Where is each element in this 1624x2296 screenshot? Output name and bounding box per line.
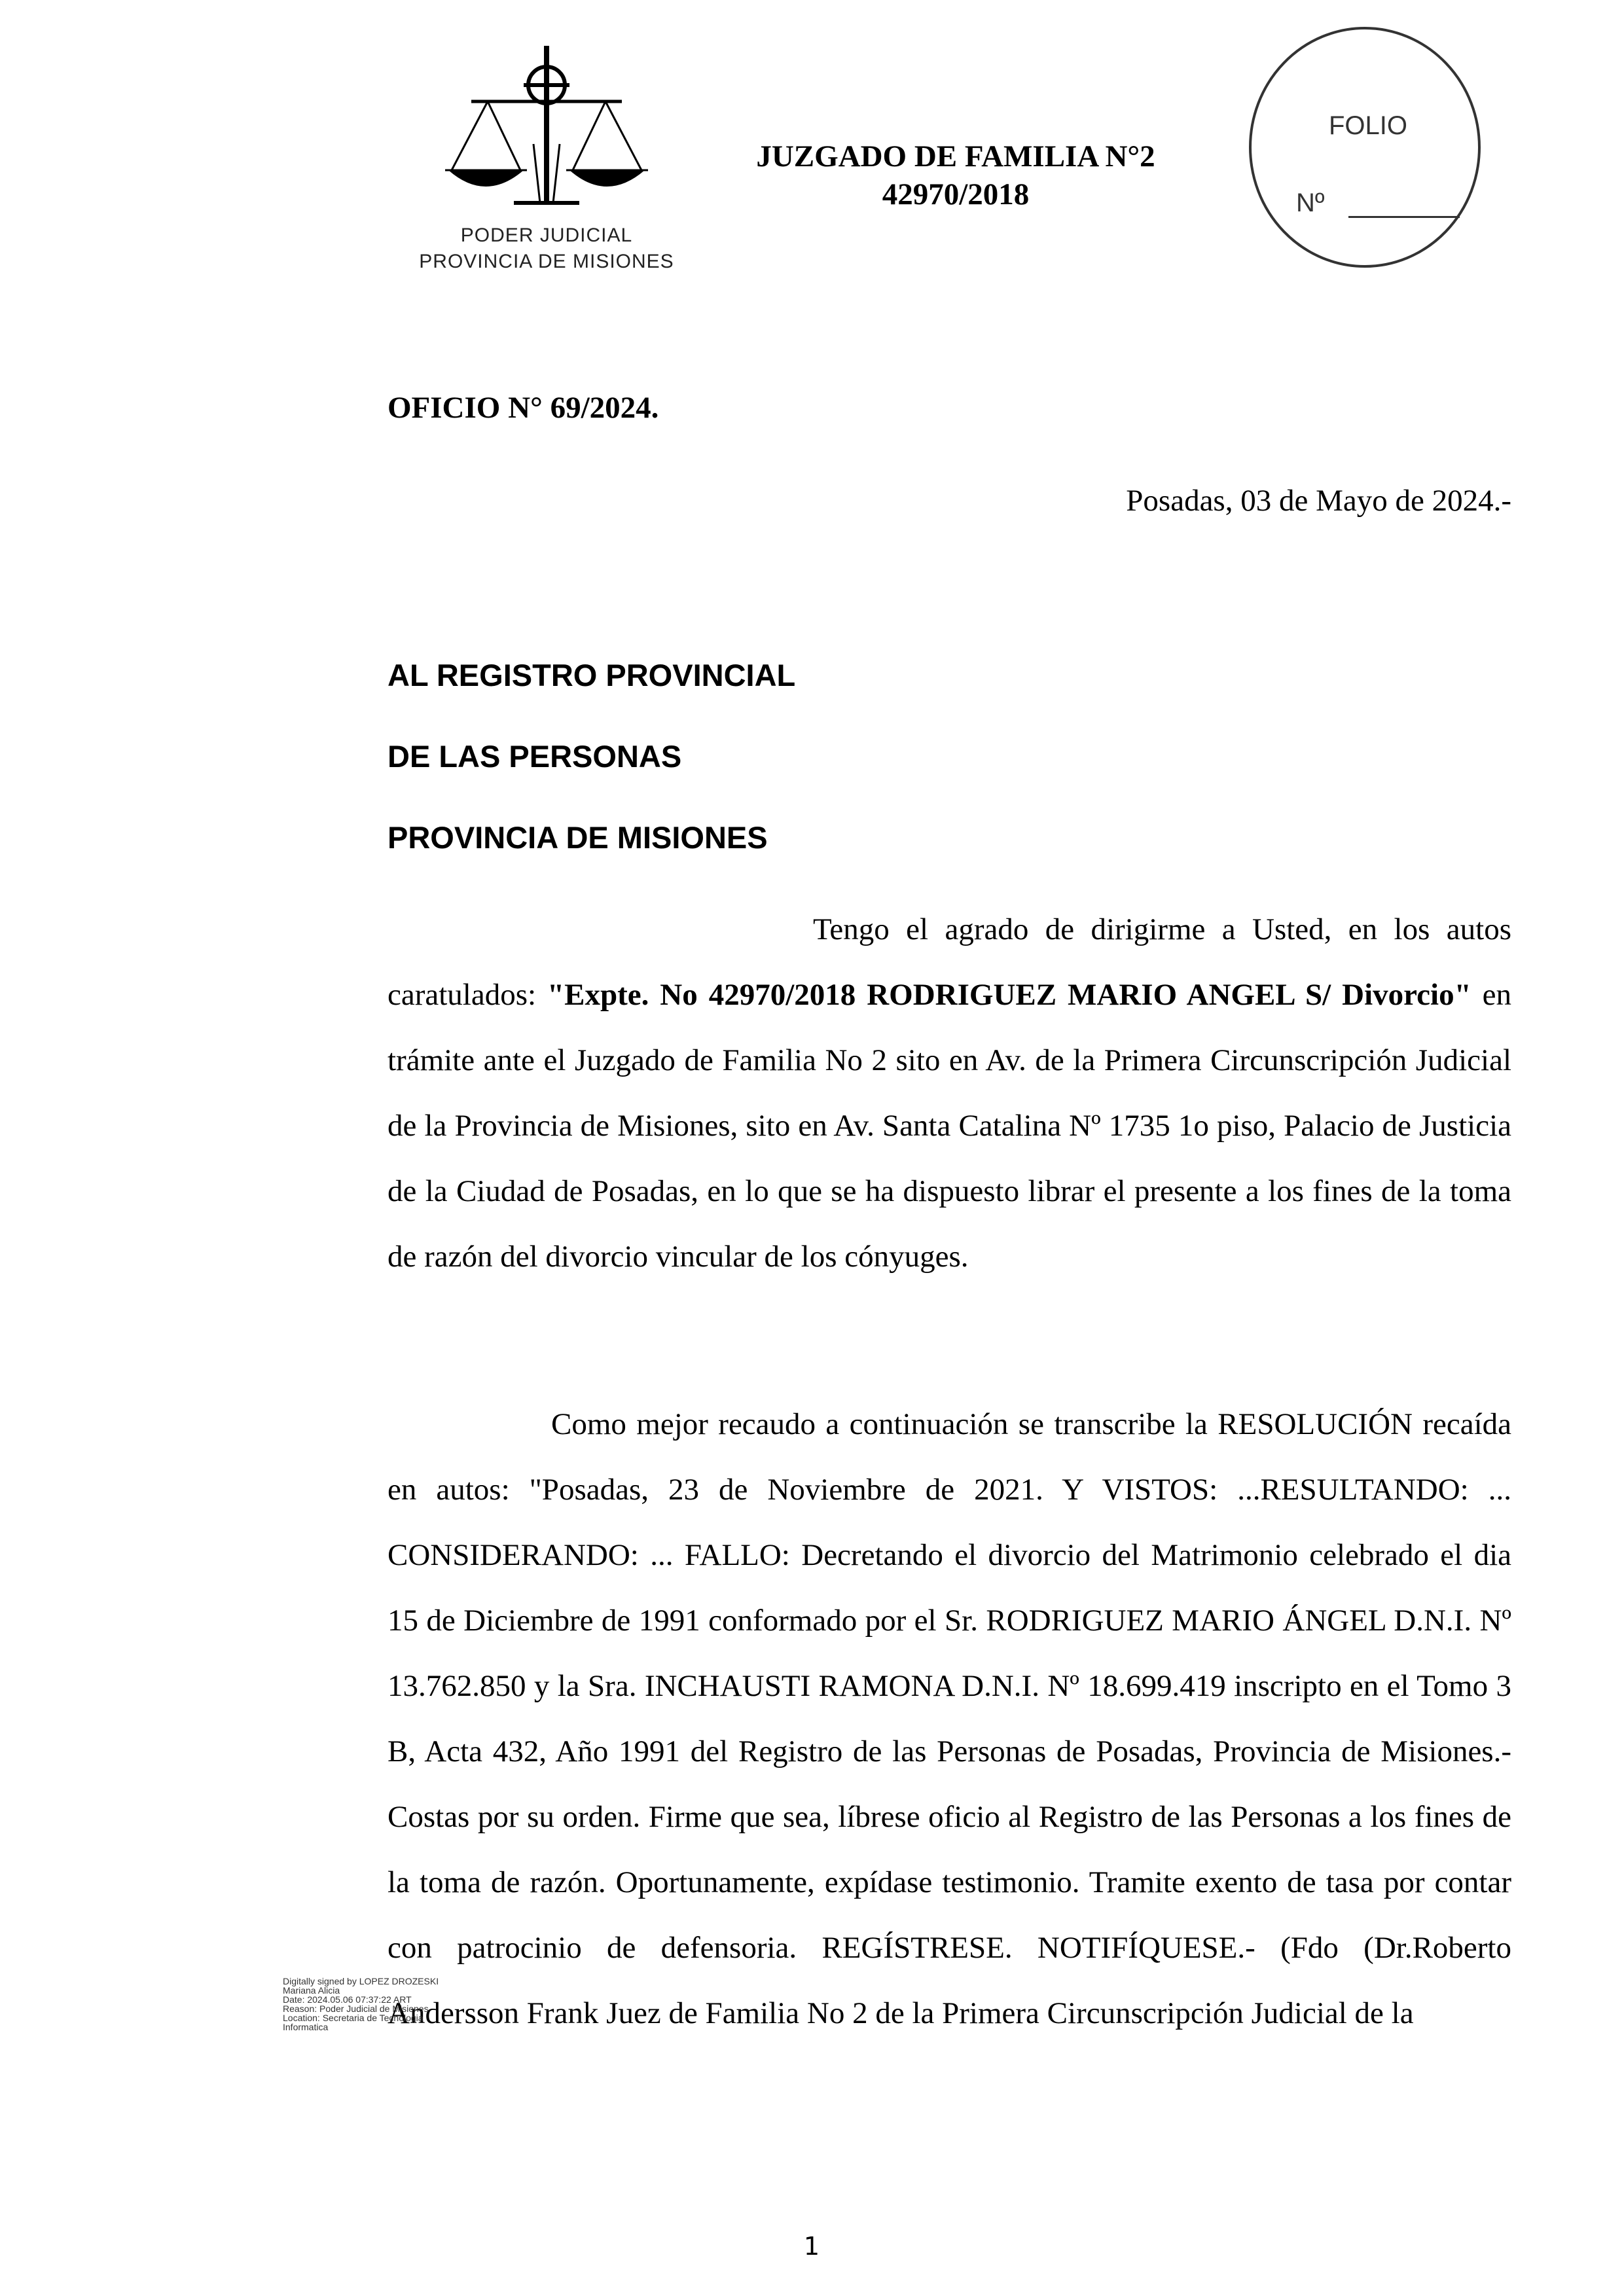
case-number: 42970/2018 <box>882 177 1030 211</box>
signature-line-1: Digitally signed by LOPEZ DROZESKI <box>283 1976 439 1986</box>
addressee-line-2: DE LAS PERSONAS <box>388 739 682 774</box>
signature-line-5: Location: Secretaria de Tecnologia <box>283 2013 424 2023</box>
folio-number-blank <box>1348 216 1460 218</box>
logo-text-line-1: PODER JUDICIAL <box>460 224 633 246</box>
page-number: 1 <box>803 2232 820 2261</box>
paragraph-1-intro: Tengo el agrado de dirigirme a Usted, en los autos caratulados: <box>388 912 1511 1012</box>
body-paragraph-1 <box>388 897 1511 1289</box>
folio-label: FOLIO <box>1329 111 1408 140</box>
document-date: Posadas, 03 de Mayo de 2024.- <box>1126 484 1511 518</box>
logo-text-line-2: PROVINCIA DE MISIONES <box>419 251 674 272</box>
case-title: "Expte. No 42970/2018 RODRIGUEZ MARIO ANGEL S/ Divorcio" <box>547 978 1471 1012</box>
addressee-line-3: PROVINCIA DE MISIONES <box>388 820 768 855</box>
court-heading <box>727 137 1185 213</box>
digital-signature <box>283 1977 492 2032</box>
scales-of-justice-icon <box>442 39 651 223</box>
folio-number-label: Nº <box>1296 188 1325 217</box>
signature-line-4: Reason: Poder Judicial de Misiones <box>283 2003 429 2014</box>
signature-line-3: Date: 2024.05.06 07:37:22 ART <box>283 1994 412 2005</box>
signature-line-6: Informatica <box>283 2022 329 2032</box>
addressee-line-1: AL REGISTRO PROVINCIAL <box>388 658 796 692</box>
folio-stamp <box>1244 20 1486 275</box>
folio-circle-icon <box>1244 20 1486 275</box>
judicial-logo <box>406 39 687 288</box>
body-paragraph-2: Como mejor recaudo a continuación se transcribe la RESOLUCIÓN recaída en autos: "Posadas, 23 de Noviembre de 2021. Y VISTOS: ...RESULTANDO: ... CONSIDERANDO: ... FALLO: Decretando el divorcio del Matrimonio celebrado el dia 15 de Diciembre de 1991 conformado por el Sr. RODRIGUEZ MARIO ÁNGEL D.N.I. Nº 13.762.850 y la Sra. INCHAUSTI RAMONA D.N.I. Nº 18.699.419 inscripto en el Tomo 3 B, Acta 432, Año 1991 del Registro de las Personas de Posadas, Provincia de Misiones.- Costas por su orden. Firme que sea, líbrese oficio al Registro de las Personas a los fines de la toma de razón. Oportunamente, expídase testimonio. Tramite exento de tasa por contar con patrocinio de defensoria. REGÍSTRESE. NOTIFÍQUESE.- (Fdo (Dr.Roberto Andersson Frank Juez de Familia No 2 de la Primera Circunscripción Judicial de la <box>388 1407 1511 2030</box>
signature-line-2: Mariana Alicia <box>283 1985 340 1996</box>
paragraph-1-rest: en trámite ante el Juzgado de Familia No 2 sito en Av. de la Primera Circunscripción Judicial de la Provincia de Misiones, sito en Av. Santa Catalina Nº 1735 1o piso, Palacio de Justicia de la Ciudad de Posadas, en lo que se ha dispuesto librar el presente a los fines de la toma de razón del divorcio vincular de los cónyuges. <box>388 978 1511 1274</box>
oficio-number: OFICIO N° 69/2024. <box>388 391 659 425</box>
court-name: JUZGADO DE FAMILIA N°2 <box>756 139 1155 173</box>
